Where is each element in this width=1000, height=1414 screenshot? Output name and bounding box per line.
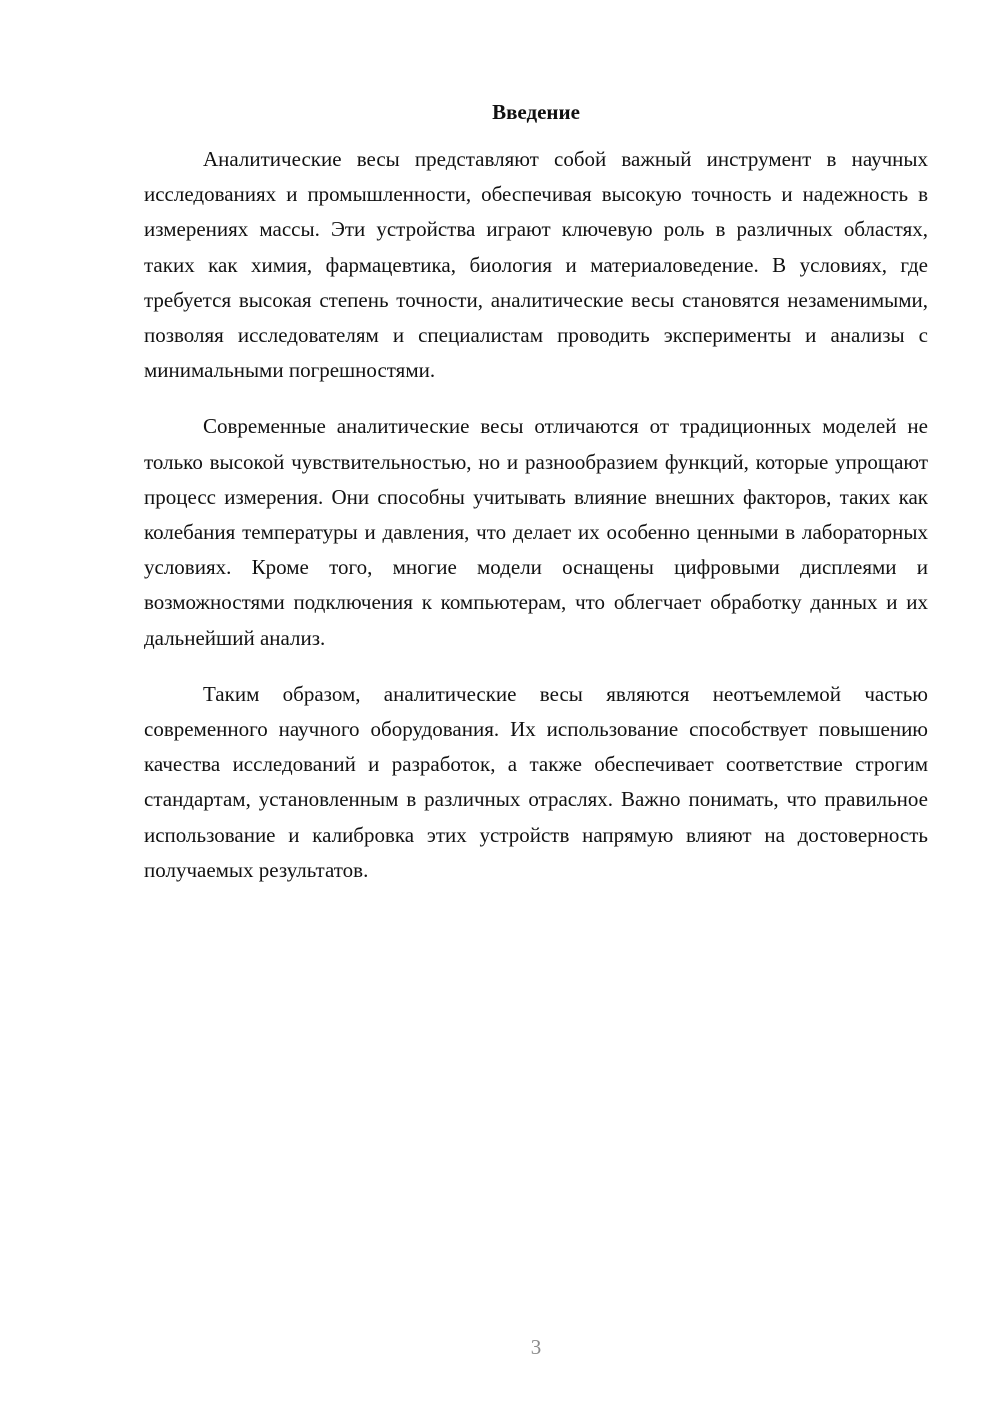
paragraph-2: Современные аналитические весы отличаются от традиционных моделей не только высокой чувствительностью, но и разнообразием функций, которые упрощают процесс измерения. Они способны учитывать влияние внешних факторов, таких как колебания температуры и давления, что делает их особенно ценными в лабораторных условиях. Кроме того, многие модели оснащены цифровыми дисплеями и возможностями подключения к компьютерам, что облегчает обработку данных и их дальнейший анализ. [144, 414, 928, 650]
page-title: Введение [492, 100, 580, 124]
page-number: 3 [530, 1335, 542, 1359]
body-text [144, 142, 928, 909]
paragraph-3: Таким образом, аналитические весы являются неотъемлемой частью современного научного оборудования. Их использование способствует повышению качества исследований и разработок, а также обеспечивает соответствие строгим стандартам, установленным в различных отраслях. Важно понимать, что правильное использование и калибровка этих устройств напрямую влияют на достоверность получаемых результатов. [144, 681, 928, 882]
paragraph-1: Аналитические весы представляют собой важный инструмент в научных исследованиях и промышленности, обеспечивая высокую точность и надежность в измерениях массы. Эти устройства играют ключевую роль в различных областях, таких как химия, фармацевтика, биология и материаловедение. В условиях, где требуется высокая степень точности, аналитические весы становятся незаменимыми, позволяя исследователям и специалистам проводить эксперименты и анализы с минимальными погрешностями. [144, 147, 928, 383]
